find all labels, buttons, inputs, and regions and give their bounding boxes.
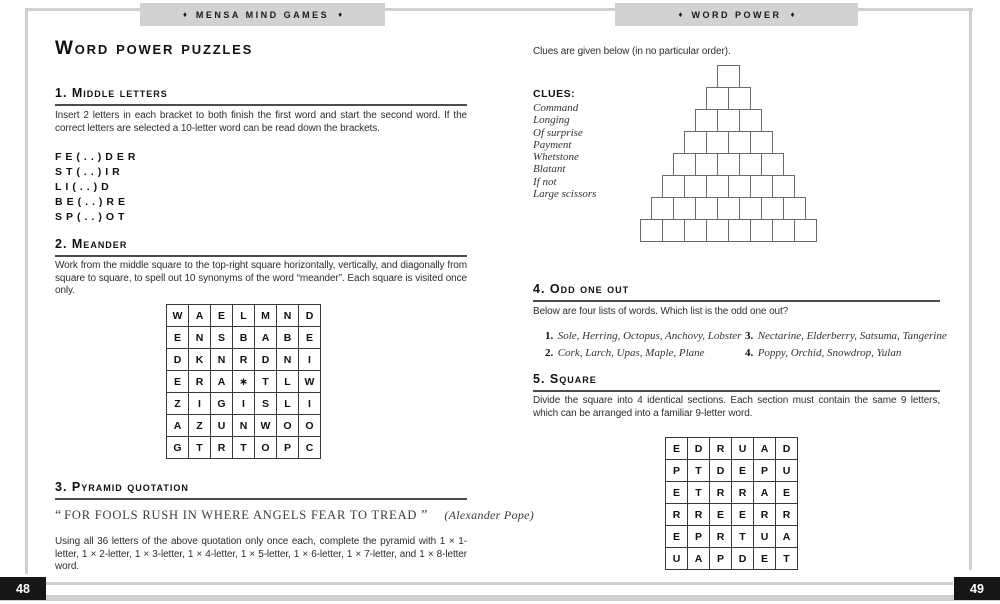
grid-cell: C: [299, 437, 321, 459]
frame-bottom-band: [0, 595, 1000, 601]
grid-cell: T: [189, 437, 211, 459]
grid-cell: W: [299, 371, 321, 393]
grid-row: [167, 349, 321, 371]
pyramid-cell: [662, 175, 685, 198]
frame-bottom-line: [45, 582, 953, 585]
grid-row: [167, 437, 321, 459]
pyramid-cell: [706, 131, 729, 154]
grid-row: [167, 393, 321, 415]
left-running-head-label: MENSA MIND GAMES: [195, 9, 330, 20]
odd-one-out-list: [545, 327, 741, 344]
grid-row: [666, 460, 798, 482]
pyramid-cell: [695, 153, 718, 176]
odd-one-out-list: [745, 344, 947, 361]
meander-instructions: Work from the middle square to the top-right square horizontally, vertically, and diagonally from square to square, to spell out 10 synonyms of the word “meander”. Each square is visited once only.: [55, 260, 467, 297]
grid-cell: A: [754, 438, 776, 460]
word-line: BE(..)RE: [55, 196, 129, 208]
grid-cell: B: [233, 327, 255, 349]
grid-cell: D: [710, 460, 732, 482]
pyramid-row: [641, 219, 817, 242]
grid-cell: P: [710, 548, 732, 570]
clue-item: If not: [533, 175, 557, 188]
page-number-left: 48: [0, 577, 46, 600]
pyramid-cell: [684, 131, 707, 154]
pyramid-cell: [673, 153, 696, 176]
grid-cell: P: [754, 460, 776, 482]
grid-row: [167, 327, 321, 349]
list-number: 2.: [545, 347, 554, 359]
pyramid-cell: [794, 219, 817, 242]
section-heading-pyramid-quotation: 3. Pyramid quotation: [55, 480, 467, 500]
grid-cell: N: [211, 349, 233, 371]
pyramid-cell: [750, 131, 773, 154]
pyramid-cell: [717, 197, 740, 220]
pyramid-cell: [684, 175, 707, 198]
grid-cell: E: [776, 482, 798, 504]
grid-cell: R: [776, 504, 798, 526]
grid-cell: L: [233, 305, 255, 327]
middle-letters-instructions: Insert 2 letters in each bracket to both finish the first word and start the second word. If the correct letters are selected a 10-letter word can be read down the brackets.: [55, 110, 467, 134]
grid-cell: N: [277, 305, 299, 327]
grid-cell: I: [299, 349, 321, 371]
odd-one-out-list: [545, 344, 741, 361]
pyramid-cell: [717, 109, 740, 132]
grid-cell: R: [710, 438, 732, 460]
list-words: Poppy, Orchid, Snowdrop, Yulan: [757, 347, 902, 359]
middle-letters-word-list: [55, 150, 139, 225]
diamond-icon: ♦: [338, 10, 343, 19]
pyramid-cell: [695, 109, 718, 132]
clues-intro: Clues are given below (in no particular order).: [533, 46, 731, 57]
list-words: Cork, Larch, Upas, Maple, Plane: [557, 347, 705, 359]
grid-cell: O: [299, 415, 321, 437]
grid-cell: R: [666, 504, 688, 526]
clue-item: Large scissors: [533, 188, 597, 201]
diamond-icon: ♦: [678, 10, 683, 19]
list-number: 1.: [545, 330, 554, 342]
grid-row: [167, 305, 321, 327]
pyramid-cell: [783, 197, 806, 220]
grid-cell: W: [167, 305, 189, 327]
pyramid-cell: [728, 175, 751, 198]
clues-label: CLUES:: [533, 88, 576, 100]
close-quote-mark: ”: [421, 508, 427, 523]
odd-one-out-question: Below are four lists of words. Which list is the odd one out?: [533, 306, 789, 317]
pyramid-cell: [750, 219, 773, 242]
pyramid-cell: [651, 197, 674, 220]
grid-cell: A: [189, 305, 211, 327]
word-line: FE(..)DER: [55, 151, 140, 163]
grid-cell: E: [299, 327, 321, 349]
grid-cell: N: [277, 349, 299, 371]
pyramid-cell: [728, 87, 751, 110]
grid-cell: Z: [189, 415, 211, 437]
grid-cell: E: [732, 460, 754, 482]
page-number-right: 49: [954, 577, 1000, 600]
grid-cell: U: [211, 415, 233, 437]
right-running-head: [615, 3, 858, 26]
grid-cell: U: [776, 460, 798, 482]
grid-row: [666, 526, 798, 548]
pyramid-cell: [772, 175, 795, 198]
grid-cell: E: [732, 504, 754, 526]
grid-cell: R: [710, 482, 732, 504]
pyramid-cell: [640, 219, 663, 242]
clue-item: Of surprise: [533, 126, 583, 139]
grid-cell: T: [233, 437, 255, 459]
grid-row: [666, 548, 798, 570]
clue-item: Whetstone: [533, 151, 579, 164]
grid-row: [666, 438, 798, 460]
odd-one-out-column-1: [545, 327, 741, 361]
pyramid-cell: [761, 153, 784, 176]
square-grid: [665, 437, 798, 570]
section-heading-odd-one-out: 4. Odd one out: [533, 282, 940, 302]
grid-cell: E: [211, 305, 233, 327]
pyramid-cell: [706, 87, 729, 110]
clue-item: Payment: [533, 138, 572, 151]
grid-cell: U: [732, 438, 754, 460]
pyramid-row: [663, 175, 795, 198]
pyramid-cell: [706, 219, 729, 242]
grid-cell: U: [754, 526, 776, 548]
grid-cell: K: [189, 349, 211, 371]
odd-one-out-list: [745, 327, 947, 344]
pyramid-cell: [728, 131, 751, 154]
grid-cell: R: [710, 526, 732, 548]
grid-cell: W: [255, 415, 277, 437]
grid-cell: E: [754, 548, 776, 570]
grid-row: [167, 415, 321, 437]
grid-cell: D: [776, 438, 798, 460]
grid-cell: I: [189, 393, 211, 415]
section-heading-square: 5. Square: [533, 372, 940, 392]
list-number: 4.: [745, 347, 754, 359]
grid-cell: E: [167, 371, 189, 393]
grid-cell: E: [666, 438, 688, 460]
grid-cell: L: [277, 371, 299, 393]
grid-row: [666, 482, 798, 504]
grid-cell: N: [233, 415, 255, 437]
list-words: Sole, Herring, Octopus, Anchovy, Lobster: [557, 330, 742, 342]
pyramid-row: [696, 109, 762, 132]
grid-cell: A: [255, 327, 277, 349]
clues-list: [533, 102, 596, 200]
clue-item: Command: [533, 102, 579, 114]
pyramid-cell: [728, 219, 751, 242]
grid-cell: D: [167, 349, 189, 371]
grid-cell: U: [666, 548, 688, 570]
pyramid-cell: [761, 197, 784, 220]
grid-cell: G: [167, 437, 189, 459]
grid-cell: S: [255, 393, 277, 415]
quotation-attribution: (Alexander Pope): [444, 508, 535, 522]
grid-cell: Z: [167, 393, 189, 415]
pyramid-row: [652, 197, 806, 220]
grid-cell: A: [167, 415, 189, 437]
quotation-text: FOR FOOLS RUSH IN WHERE ANGELS FEAR TO TREAD: [64, 508, 418, 522]
pyramid-cell: [750, 175, 773, 198]
pyramid-row: [718, 65, 740, 88]
right-running-head-label: WORD POWER: [691, 9, 782, 20]
left-running-head: [140, 3, 385, 26]
pyramid-diagram: [636, 66, 822, 242]
list-words: Nectarine, Elderberry, Satsuma, Tangerine: [757, 330, 947, 342]
word-line: ST(..)IR: [55, 166, 124, 178]
grid-cell: S: [211, 327, 233, 349]
grid-cell: M: [255, 305, 277, 327]
grid-cell: I: [233, 393, 255, 415]
grid-cell: D: [299, 305, 321, 327]
page-title: Word power puzzles: [55, 38, 254, 59]
grid-cell: D: [255, 349, 277, 371]
pyramid-cell: [706, 175, 729, 198]
frame-right-line: [969, 8, 972, 570]
grid-cell: E: [167, 327, 189, 349]
word-line: LI(..)D: [55, 181, 113, 193]
grid-cell: T: [688, 460, 710, 482]
grid-cell: A: [688, 548, 710, 570]
grid-cell: R: [732, 482, 754, 504]
grid-cell: P: [277, 437, 299, 459]
grid-row: [666, 504, 798, 526]
square-instructions: Divide the square into 4 identical sections. Each section must contain the same 9 letters, which can be arranged into a familiar 9-letter word.: [533, 395, 940, 419]
open-quote-mark: “: [55, 508, 61, 523]
grid-cell: R: [211, 437, 233, 459]
section-heading-meander: 2. Meander: [55, 237, 467, 257]
grid-cell: I: [299, 393, 321, 415]
pyramid-row: [685, 131, 773, 154]
quotation-line: [55, 508, 534, 524]
pyramid-cell: [739, 109, 762, 132]
pyramid-cell: [739, 153, 762, 176]
grid-cell: D: [688, 438, 710, 460]
diamond-icon: ♦: [790, 10, 795, 19]
grid-cell: P: [688, 526, 710, 548]
grid-cell: P: [666, 460, 688, 482]
grid-cell: R: [688, 504, 710, 526]
pyramid-cell: [695, 197, 718, 220]
grid-cell: A: [211, 371, 233, 393]
pyramid-cell: [662, 219, 685, 242]
meander-grid: [166, 304, 321, 459]
pyramid-cell: [772, 219, 795, 242]
grid-cell: G: [211, 393, 233, 415]
clue-item: Blatant: [533, 163, 566, 176]
odd-one-out-column-2: [745, 327, 947, 361]
grid-cell: T: [776, 548, 798, 570]
grid-cell: O: [277, 415, 299, 437]
grid-cell: E: [666, 482, 688, 504]
grid-cell: R: [233, 349, 255, 371]
grid-cell: D: [732, 548, 754, 570]
grid-cell: B: [277, 327, 299, 349]
grid-cell: R: [189, 371, 211, 393]
pyramid-cell: [717, 65, 740, 88]
diamond-icon: ♦: [182, 10, 187, 19]
pyramid-row: [674, 153, 784, 176]
grid-cell: N: [189, 327, 211, 349]
pyramid-cell: [717, 153, 740, 176]
grid-cell: A: [776, 526, 798, 548]
word-line: SP(..)OT: [55, 211, 129, 223]
grid-cell: ∗: [233, 371, 255, 393]
pyramid-cell: [684, 219, 707, 242]
grid-cell: E: [710, 504, 732, 526]
clue-item: Longing: [533, 114, 570, 127]
grid-cell: T: [688, 482, 710, 504]
pyramid-cell: [739, 197, 762, 220]
grid-cell: T: [255, 371, 277, 393]
grid-cell: R: [754, 504, 776, 526]
grid-cell: L: [277, 393, 299, 415]
section-heading-middle-letters: 1. Middle letters: [55, 86, 467, 106]
frame-left-line: [25, 8, 28, 574]
grid-cell: E: [666, 526, 688, 548]
grid-cell: O: [255, 437, 277, 459]
pyramid-cell: [673, 197, 696, 220]
pyramid-row: [707, 87, 751, 110]
pyramid-quotation-instructions: Using all 36 letters of the above quotation only once each, complete the pyramid with 1 × 1-letter, 1 × 2-letter, 1 × 3-letter, 1 × 4-letter, 1 × 5-letter, 1 × 6-letter, 1 × 7-letter, and 1 × 8-letter word.: [55, 536, 467, 573]
grid-cell: A: [754, 482, 776, 504]
grid-cell: T: [732, 526, 754, 548]
grid-row: [167, 371, 321, 393]
list-number: 3.: [745, 330, 754, 342]
